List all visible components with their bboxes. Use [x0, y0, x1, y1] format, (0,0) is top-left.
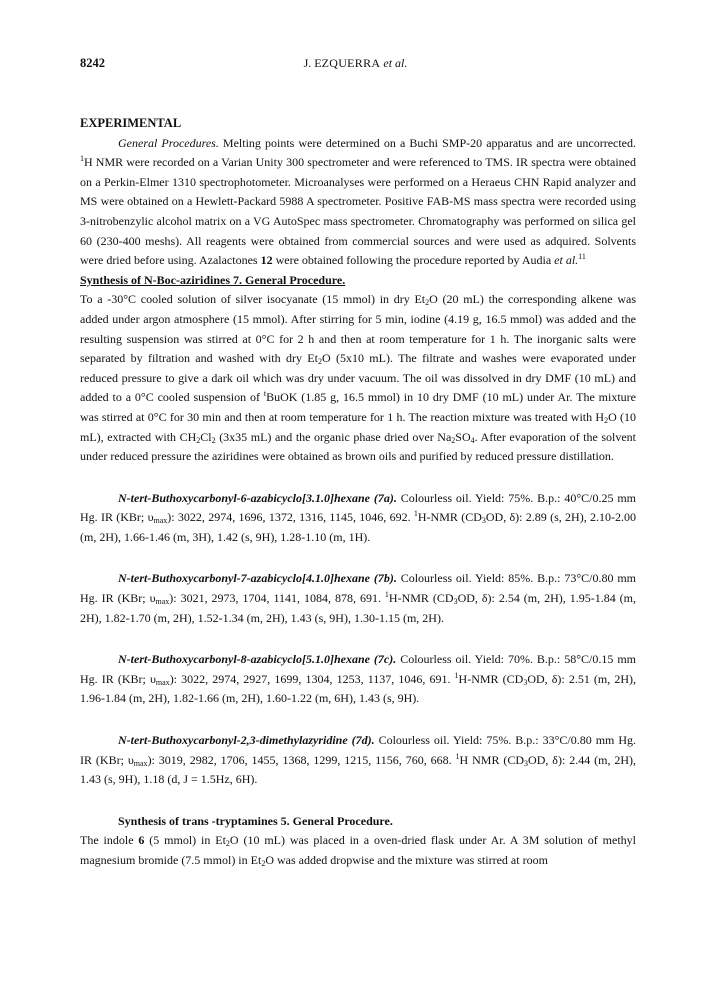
- compound-name: N-tert-Buthoxycarbonyl-6-azabicyclo[3.1.0]hexane (7a).: [118, 490, 397, 505]
- article-body: [80, 114, 636, 871]
- general-procedures-label: General Procedures.: [118, 135, 219, 150]
- reference-marker: 11: [578, 252, 586, 262]
- general-procedures-paragraph: General Procedures. Melting points were determined on a Buchi SMP-20 apparatus and are uncorrected. $^1$H NMR were recorded on a Varian Unity 300 spectrometer and were referenced to TMS. IR spectra were obtained on a Perkin-Elmer 1310 spectrophotometer. Microanalyses were performed on a Heraeus CHN Rapid analyzer and MS were obtained on a Hewlett-Packard 5988 A spectrometer. Positive FAB-MS mass spectra were recorded using 3-nitrobenzylic alcohol matrix on a VG AutoSpec mass spectrometer. Chromatography was performed on silica gel 60 (230-400 meshs). All reagents were obtained from commercial sources and were used as adquired. Solvents were dried before using. Azalactones 12 were obtained following the procedure reported by Audia et al.$^{11}$: [80, 135, 637, 268]
- aziridines-procedure-paragraph: To a -30°C cooled solution of silver isocyanate (15 mmol) in dry $Et_2O$ (20 mL) the corresponding alkene was added under argon atmosphere (15 mmol). After stirring for 5 min, iodine (4.19 g, 16.5 mmol) was added and the resulting suspension was stirred at 0°C for 2 h and then at room temperature for 1 h. The inorganic salts were separated by filtration and washed with dry $Et_2O$ (5x10 mL). The filtrate and washes were evaporated under reduced pressure to give a dark oil which was dry under vacuum. The oil was dissolved in dry DMF (10 mL) and added to a 0°C cooled suspension of $^t$BuOK (1.85 g, 16.5 mmol) in 10 dry DMF (10 mL) under Ar. The mixture was stirred at 0°C for 30 min and then at room temperature for 1 h. The reaction mixture was treated with $H_2O$ (10 mL), extracted with $CH_2Cl_2$ (3x35 mL) and the organic phase dried over $Na_2SO_4$. After evaporation of the solvent under reduced pressure the aziridines were obtained as brown oils and purified by reduced pressure distillation.: [80, 292, 637, 464]
- running-header-author: J. EZQUERRA et al.: [303, 56, 408, 70]
- compound-7d-entry: N-tert-Buthoxycarbonyl-2,3-dimethylazyridine (7d). Colourless oil. Yield: 75%. B.p.: 33°C/0.80 mm Hg. IR (KBr; $\upsilon_{max}$): 3019, 2982, 1706, 1455, 1368, 1299, 1215, 1156, 760, 668. $^1$H NMR ($CD_3OD$, δ): 2.44 (m, 2H), 1.43 (s, 9H), 1.18 (d, J = 1.5Hz, 6H).: [80, 733, 637, 787]
- compound-7c-entry: N-tert-Buthoxycarbonyl-8-azabicyclo[5.1.0]hexane (7c). Colourless oil. Yield: 70%. B.p.: 58°C/0.15 mm Hg. IR (KBr; $\upsilon_{max}$): 3022, 2974, 2927, 1699, 1304, 1253, 1137, 1046, 691. $^1$H-NMR ($CD_3OD$, δ): 2.51 (m, 2H), 1.96-1.84 (m, 2H), 1.82-1.66 (m, 2H), 1.60-1.22 (m, 6H), 1.43 (s, 9H).: [80, 652, 637, 706]
- compound-name: N-tert-Buthoxycarbonyl-7-azabicyclo[4.1.0]hexane (7b).: [118, 571, 397, 586]
- tryptamines-procedure-paragraph: The indole 6 (5 mmol) in $Et_2O$ (10 mL) was placed in a oven-dried flask under Ar. A 3M solution of methyl magnesium bromide (7.5 mmol) in $Et_2O$ was added dropwise and the mixture was stirred at room: [80, 833, 636, 868]
- aziridines-heading: Synthesis of N-Boc-aziridines 7. General Procedure.: [80, 272, 346, 287]
- tryptamines-heading: Synthesis of trans -tryptamines 5. General Procedure.: [118, 813, 393, 828]
- compound-7b-entry: N-tert-Buthoxycarbonyl-7-azabicyclo[4.1.0]hexane (7b). Colourless oil. Yield: 85%. B.p.: 73°C/0.80 mm Hg. IR (KBr; $\upsilon_{max}$): 3021, 2973, 1704, 1141, 1084, 878, 691. $^1$H-NMR ($CD_3OD$, δ): 2.54 (m, 2H), 1.95-1.84 (m, 2H), 1.82-1.70 (m, 2H), 1.52-1.34 (m, 2H), 1.43 (s, 9H), 1.30-1.15 (m, 2H).: [80, 571, 636, 625]
- section-title: EXPERIMENTAL: [80, 116, 182, 130]
- compound-name: N-tert-Buthoxycarbonyl-8-azabicyclo[5.1.0]hexane (7c).: [118, 652, 397, 667]
- compound-name: N-tert-Buthoxycarbonyl-2,3-dimethylazyridine (7d).: [118, 733, 375, 748]
- compound-7a-entry: N-tert-Buthoxycarbonyl-6-azabicyclo[3.1.0]hexane (7a). Colourless oil. Yield: 75%. B.p.: 40°C/0.25 mm Hg. IR (KBr; $\upsilon_{max}$): 3022, 2974, 1696, 1372, 1316, 1145, 1046, 692. $^1$H-NMR ($CD_3OD$, δ): 2.89 (s, 2H), 2.10-2.00 (m, 2H), 1.66-1.46 (m, 3H), 1.42 (s, 9H), 1.28-1.10 (m, 1H).: [80, 490, 637, 544]
- page-number: 8242: [80, 56, 105, 70]
